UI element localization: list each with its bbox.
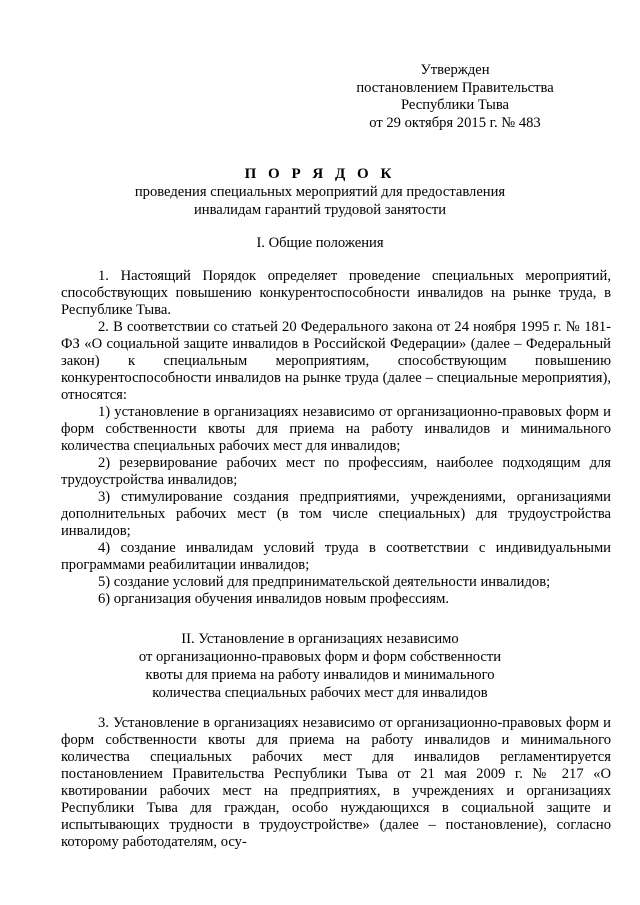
section-2-heading <box>0 630 640 702</box>
approval-block <box>330 62 580 132</box>
paragraph: 1. Настоящий Порядок определяет проведение специальных мероприятий, способствующих повышению конкурентоспособности инвалидов на рынке труда, в Республике Тыва. <box>61 268 611 318</box>
section-2-heading-line: II. Установление в организациях независимо <box>181 631 459 647</box>
paragraph: 2. В соответствии со статьей 20 Федерального закона от 24 ноября 1995 г. № 181-ФЗ «О социальной защите инвалидов в Российской Федерации» (далее – Федеральный закон) к специальным мероприятиям, способствующим повышению конкурентоспособности инвалидов на рынке труда (далее – специальные мероприятия), относятся: <box>61 319 611 403</box>
section-2-body <box>61 715 611 851</box>
approval-line: Республики Тыва <box>400 97 510 113</box>
document-subtitle <box>0 184 640 219</box>
paragraph: 3) стимулирование создания предприятиями, учреждениями, организациями дополнительных рабочих мест (в том числе специальных) для трудоустройства инвалидов; <box>61 489 611 539</box>
document-title: П О Р Я Д О К <box>244 166 396 182</box>
approval-line: Утвержден <box>420 62 490 78</box>
section-1-body <box>61 268 611 608</box>
subtitle-line: проведения специальных мероприятий для предоставления <box>134 184 506 200</box>
approval-line: постановлением Правительства <box>356 79 554 96</box>
paragraph: 6) организация обучения инвалидов новым профессиям. <box>98 591 449 607</box>
paragraph: 2) резервирование рабочих мест по профессиям, наиболее подходящим для трудоустройства инвалидов; <box>61 455 611 488</box>
paragraph: 1) установление в организациях независимо от организационно-правовых форм и форм собственности квоты для приема на работу инвалидов и минимального количества специальных рабочих мест для инвалидов; <box>61 404 611 454</box>
section-2-heading-line: от организационно-правовых форм и форм собственности <box>138 649 502 665</box>
section-2-heading-line: квоты для приема на работу инвалидов и минимального <box>145 667 495 683</box>
section-1-heading: I. Общие положения <box>256 235 384 251</box>
section-2-heading-line: количества специальных рабочих мест для инвалидов <box>152 685 488 701</box>
paragraph: 4) создание инвалидам условий труда в соответствии с индивидуальными программами реабилитации инвалидов; <box>61 540 611 573</box>
paragraph: 5) создание условий для предпринимательской деятельности инвалидов; <box>98 574 551 590</box>
approval-line: от 29 октября 2015 г. № 483 <box>369 114 541 131</box>
paragraph: 3. Установление в организациях независимо от организационно-правовых форм и форм собственности квоты для приема на работу инвалидов и минимального количества специальных рабочих мест для инвалидов регламентируется постановлением Правительства Республики Тыва от 21 мая 2009 г. № 217 «О квотировании рабочих мест на предприятиях, в учреждениях и организациях Республики Тыва для граждан, особо нуждающихся в социальной защите и испытывающих трудности в трудоустройстве» (далее – постановление), согласно которому работодателям, осу- <box>61 715 611 850</box>
subtitle-line: инвалидам гарантий трудовой занятости <box>193 201 447 218</box>
